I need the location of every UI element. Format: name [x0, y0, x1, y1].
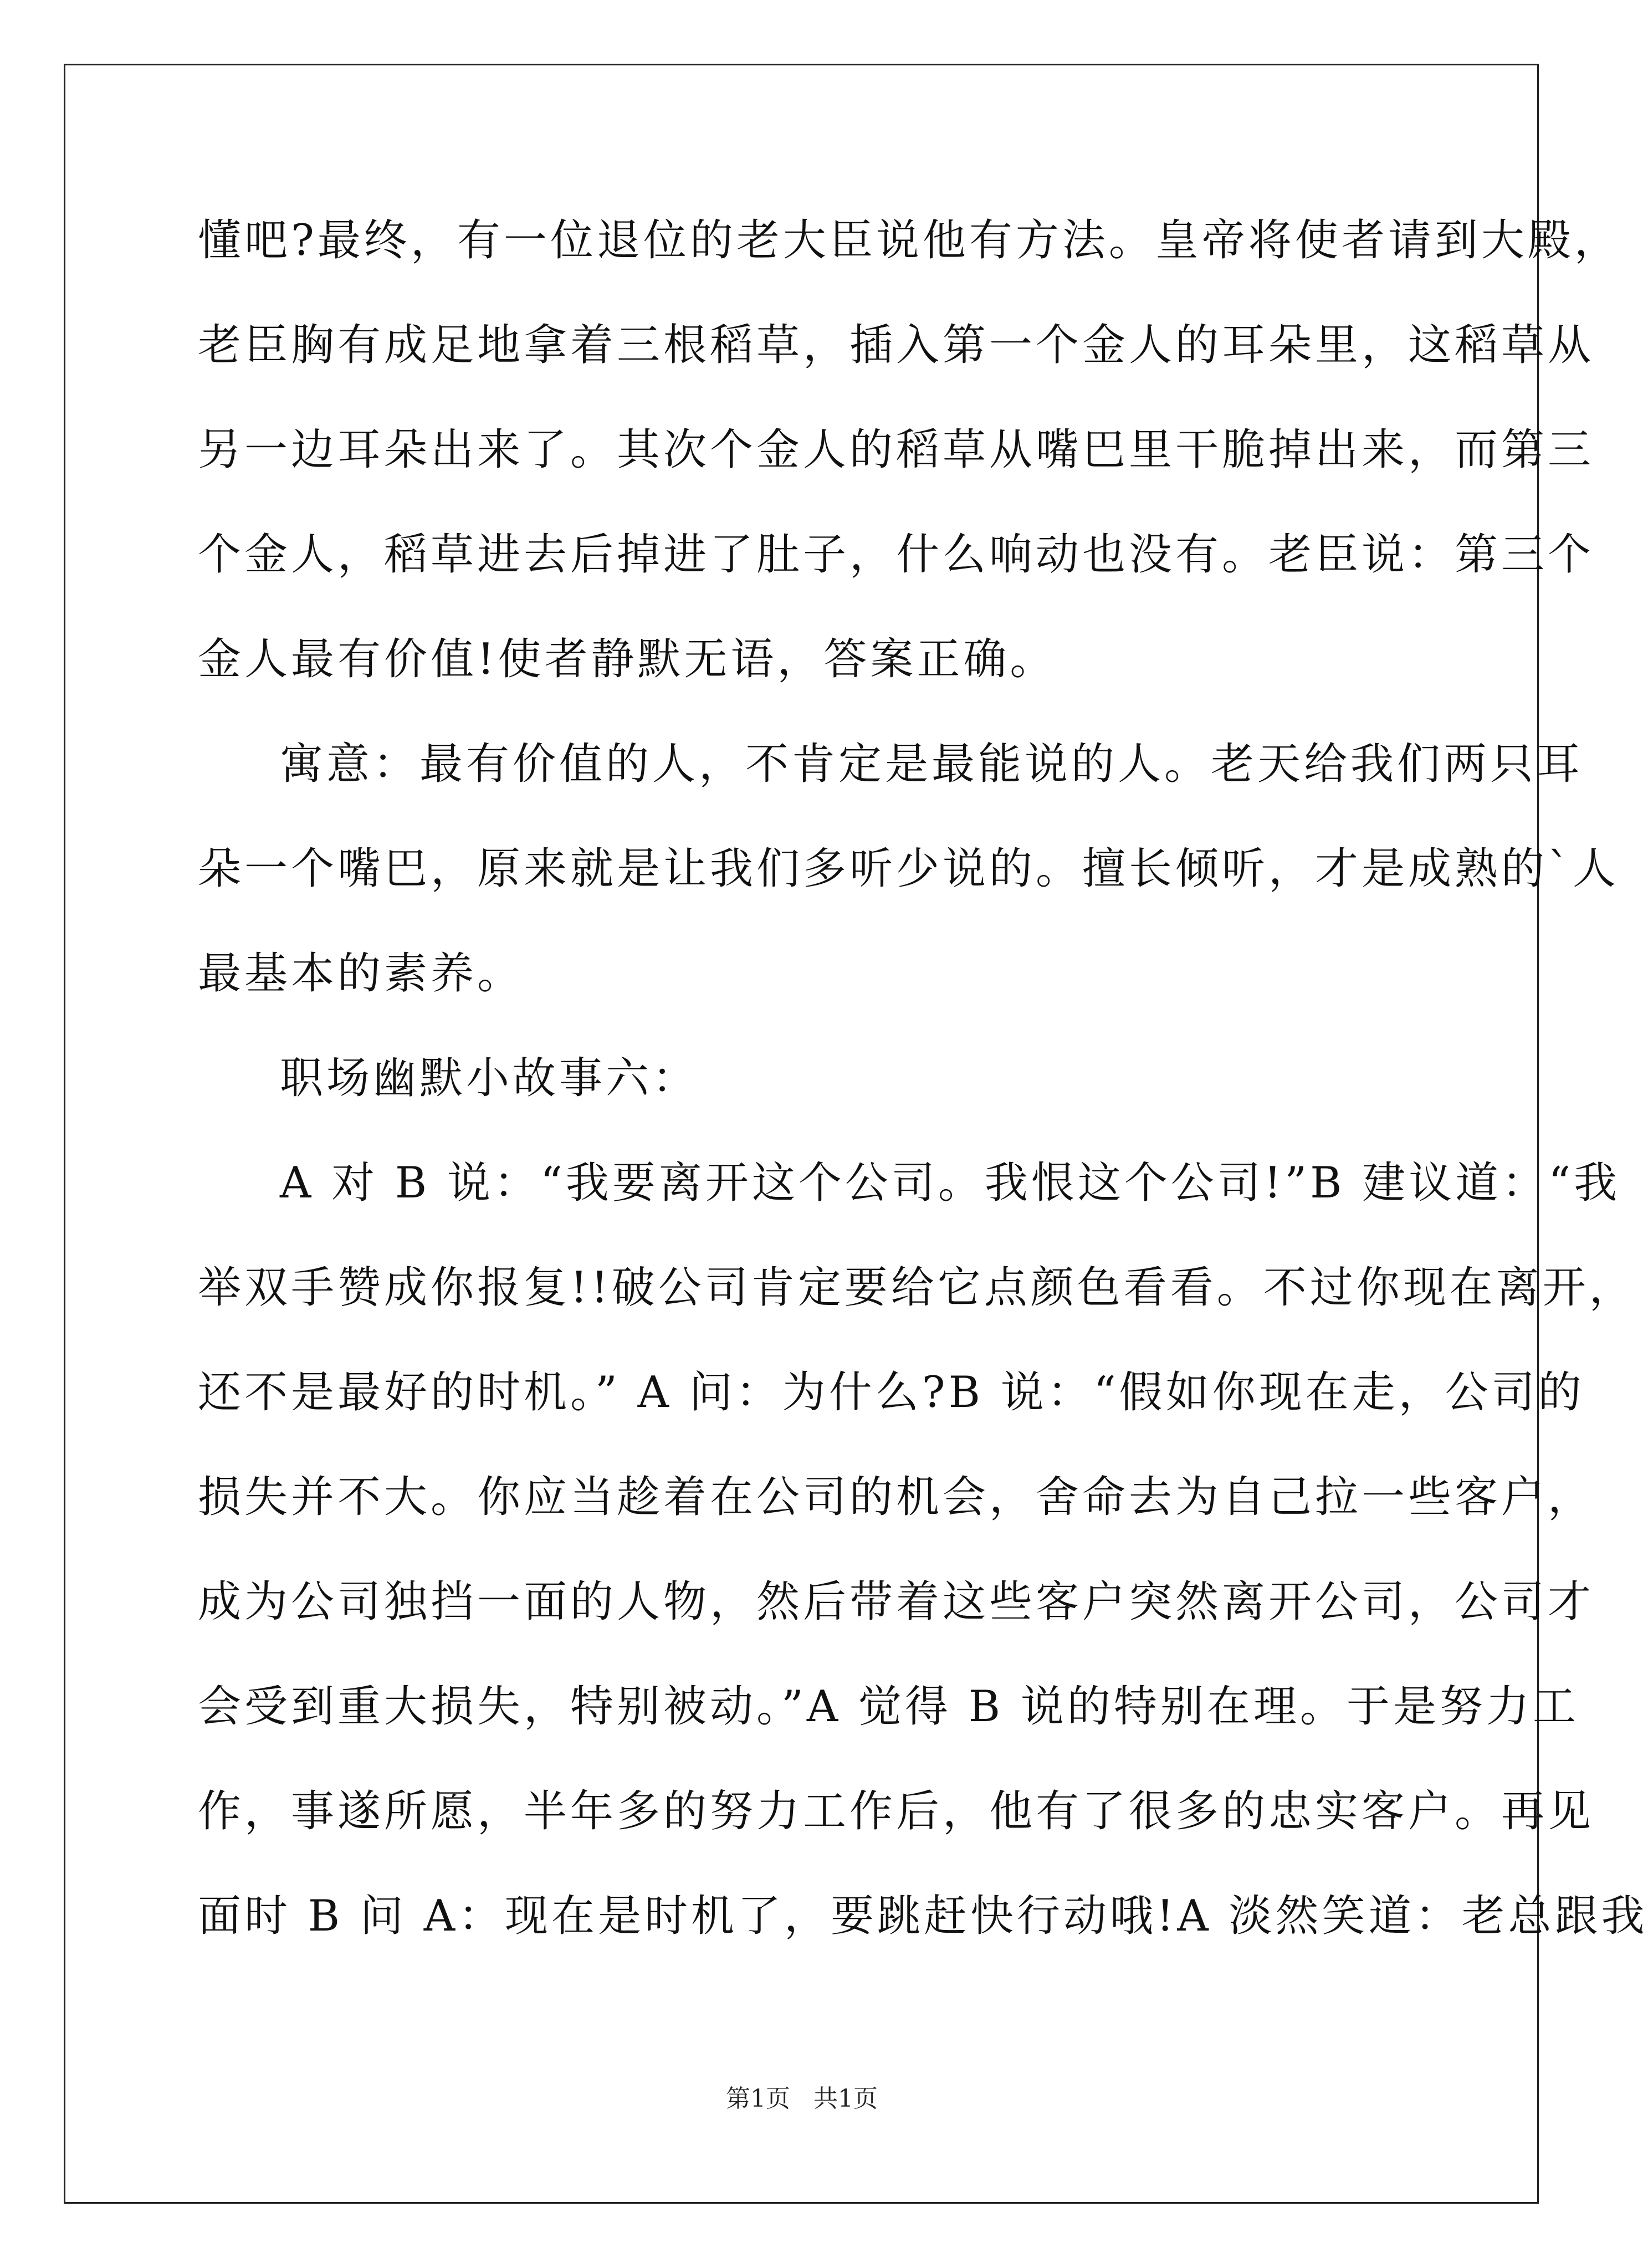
- text-line: 举双手赞成你报复!!破公司肯定要给它点颜色看看。不过你现在离开，: [198, 1263, 1636, 1313]
- text-line: 面时 B 问 A：现在是时机了，要跳赶快行动哦!A 淡然笑道：老总跟我: [198, 1891, 1648, 1941]
- section-heading: 职场幽默小故事六：: [280, 1053, 699, 1103]
- text-line: 作，事遂所愿，半年多的努力工作后，他有了很多的忠实客户。再见: [198, 1786, 1595, 1836]
- text-line: 个金人，稻草进去后掉进了肚子，什么响动也没有。老臣说：第三个: [198, 530, 1595, 580]
- text-line: 朵一个嘴巴，原来就是让我们多听少说的。擅长倾听，才是成熟的`人: [198, 844, 1620, 894]
- page-number-footer: 第1页 共1页: [726, 2085, 878, 2113]
- paragraph-start-line: A 对 B 说：“我要离开这个公司。我恨这个公司!”B 建议道：“我: [280, 1158, 1621, 1208]
- text-line: 金人最有价值!使者静默无语，答案正确。: [198, 634, 1057, 684]
- text-line: 老臣胸有成足地拿着三根稻草，插入第一个金人的耳朵里，这稻草从: [198, 320, 1595, 370]
- paragraph-start-line: 寓意：最有价值的人，不肯定是最能说的人。老天给我们两只耳: [280, 739, 1584, 789]
- text-line: 成为公司独挡一面的人物，然后带着这些客户突然离开公司，公司才: [198, 1577, 1595, 1627]
- document-body: [198, 188, 1648, 1969]
- text-line: 损失并不大。你应当趁着在公司的机会，舍命去为自己拉一些客户，: [198, 1472, 1595, 1522]
- text-line: 会受到重大损失，特别被动。”A 觉得 B 说的特别在理。于是努力工: [198, 1682, 1579, 1732]
- text-line: 懂吧?最终，有一位退位的老大臣说他有方法。皇帝将使者请到大殿，: [198, 216, 1621, 265]
- text-line: 另一边耳朵出来了。其次个金人的稻草从嘴巴里干脆掉出来，而第三: [198, 425, 1595, 475]
- text-line: 最基本的素养。: [198, 949, 524, 999]
- text-line: 还不是最好的时机。” A 问：为什么?B 说：“假如你现在走，公司的: [198, 1368, 1585, 1417]
